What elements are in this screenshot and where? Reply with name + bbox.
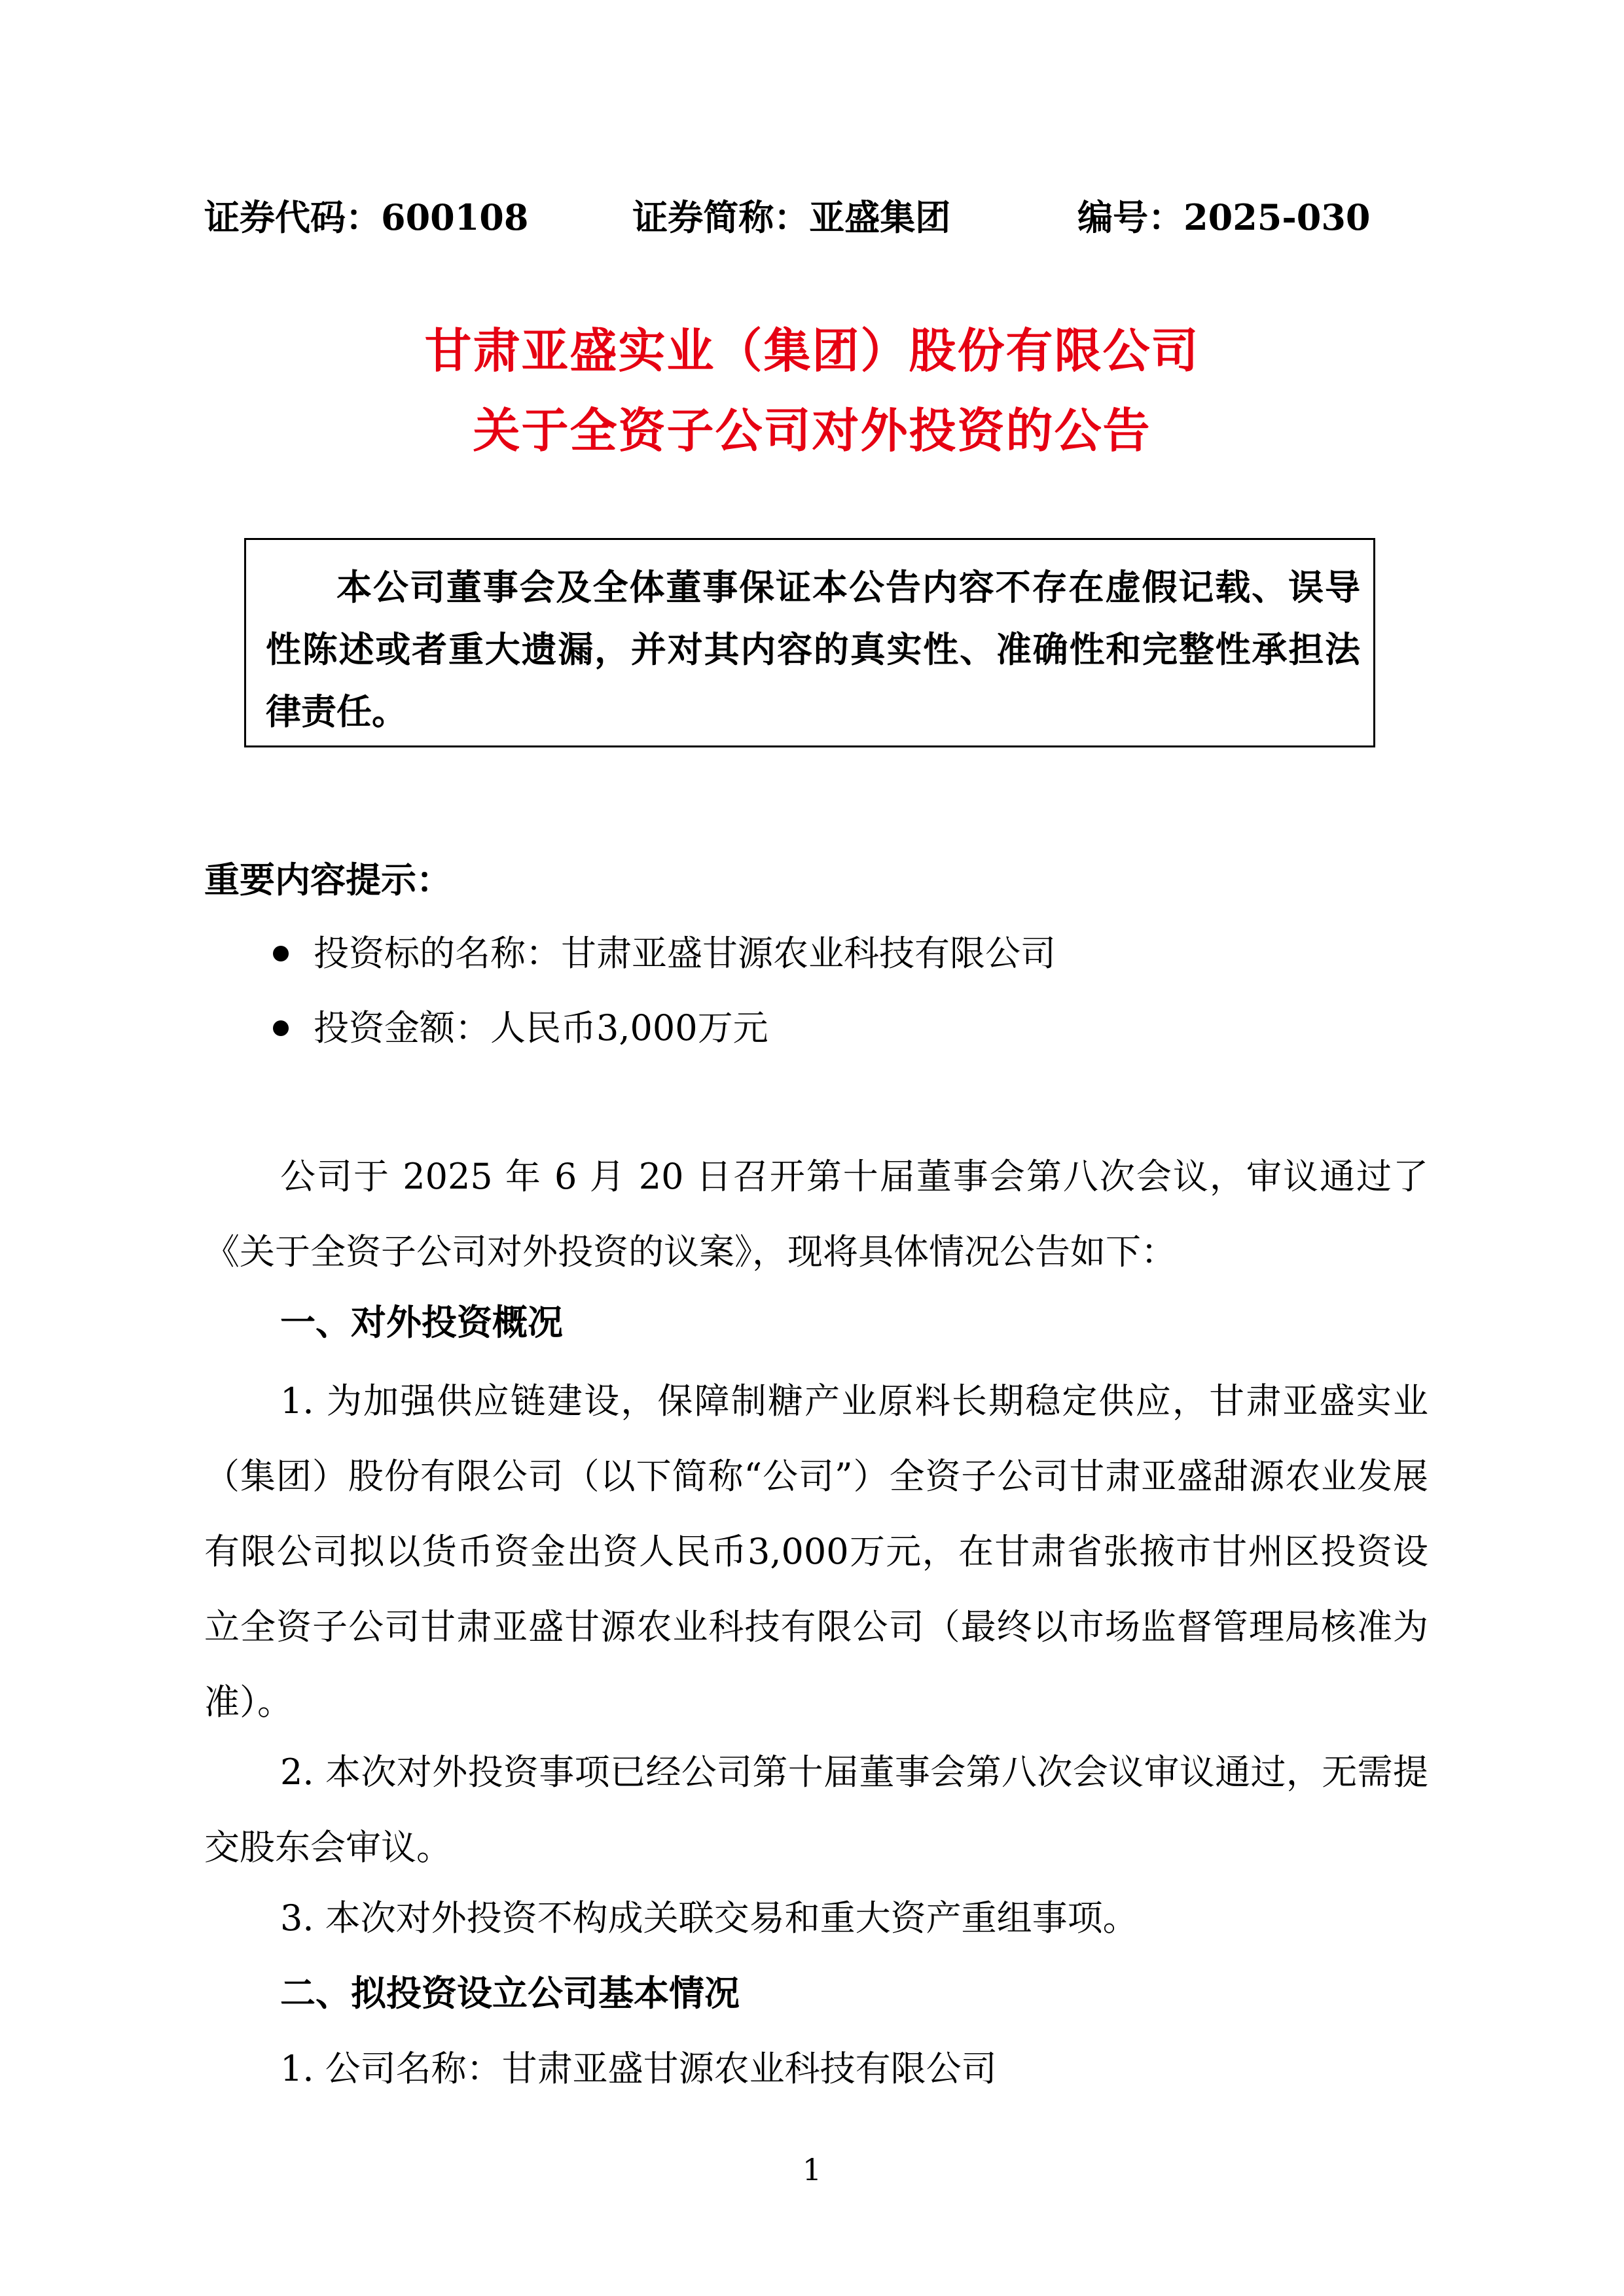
section-heading-1: 一、对外投资概况 [280,1301,563,1343]
intro-paragraph: 公司于 2025 年 6 月 20 日召开第十届董事会第八次会议，审议通过了《关于全资子公司对外投资的议案》，现将具体情况公告如下： [204,1156,1428,1272]
disclaimer-box [244,538,1375,747]
title-line-1: 甘肃亚盛实业（集团）股份有限公司 [424,323,1200,378]
highlight-text: 投资金额：人民币3,000万元 [314,1007,768,1049]
highlight-text: 投资标的名称：甘肃亚盛甘源农业科技有限公司 [314,933,1056,974]
title-line-2: 关于全资子公司对外投资的公告 [473,403,1151,458]
page-number: 1 [802,2152,822,2187]
paragraph-item-3: 3. 本次对外投资不构成关联交易和重大资产重组事项。 [280,1897,1138,1939]
paragraph-item-2: 2. 本次对外投资事项已经公司第十届董事会第八次会议审议通过，无需提交股东会审议。 [204,1751,1428,1868]
highlights-label: 重要内容提示： [204,859,452,901]
disclaimer-text: 本公司董事会及全体董事保证本公告内容不存在虚假记载、误导性陈述或者重大遗漏，并对其内容的真实性、准确性和完整性承担法律责任。 [266,566,1360,732]
bullet-icon [273,946,289,961]
section-heading-2: 二、拟投资设立公司基本情况 [280,1972,740,2014]
document-header [204,190,1371,240]
paragraph-item-1: 1. 为加强供应链建设，保障制糖产业原料长期稳定供应，甘肃亚盛实业（集团）股份有限公司（以下简称“公司”）全资子公司甘肃亚盛甜源农业发展有限公司拟以货币资金出资人民币3,000万元，在甘肃省张掖市甘州区投资设立全资子公司甘肃亚盛甘源农业科技有限公司（最终以市场监督管理局核准为准）。 [204,1380,1428,1723]
bullet-icon [273,1020,289,1036]
paragraph-item-4: 1. 公司名称：甘肃亚盛甘源农业科技有限公司 [280,2048,997,2089]
highlight-item [273,1000,768,1050]
serial-number: 编号：2025-030 [1077,196,1371,238]
stock-name: 证券简称：亚盛集团 [632,196,951,238]
highlight-item [273,925,1056,976]
stock-code: 证券代码：600108 [204,196,529,238]
